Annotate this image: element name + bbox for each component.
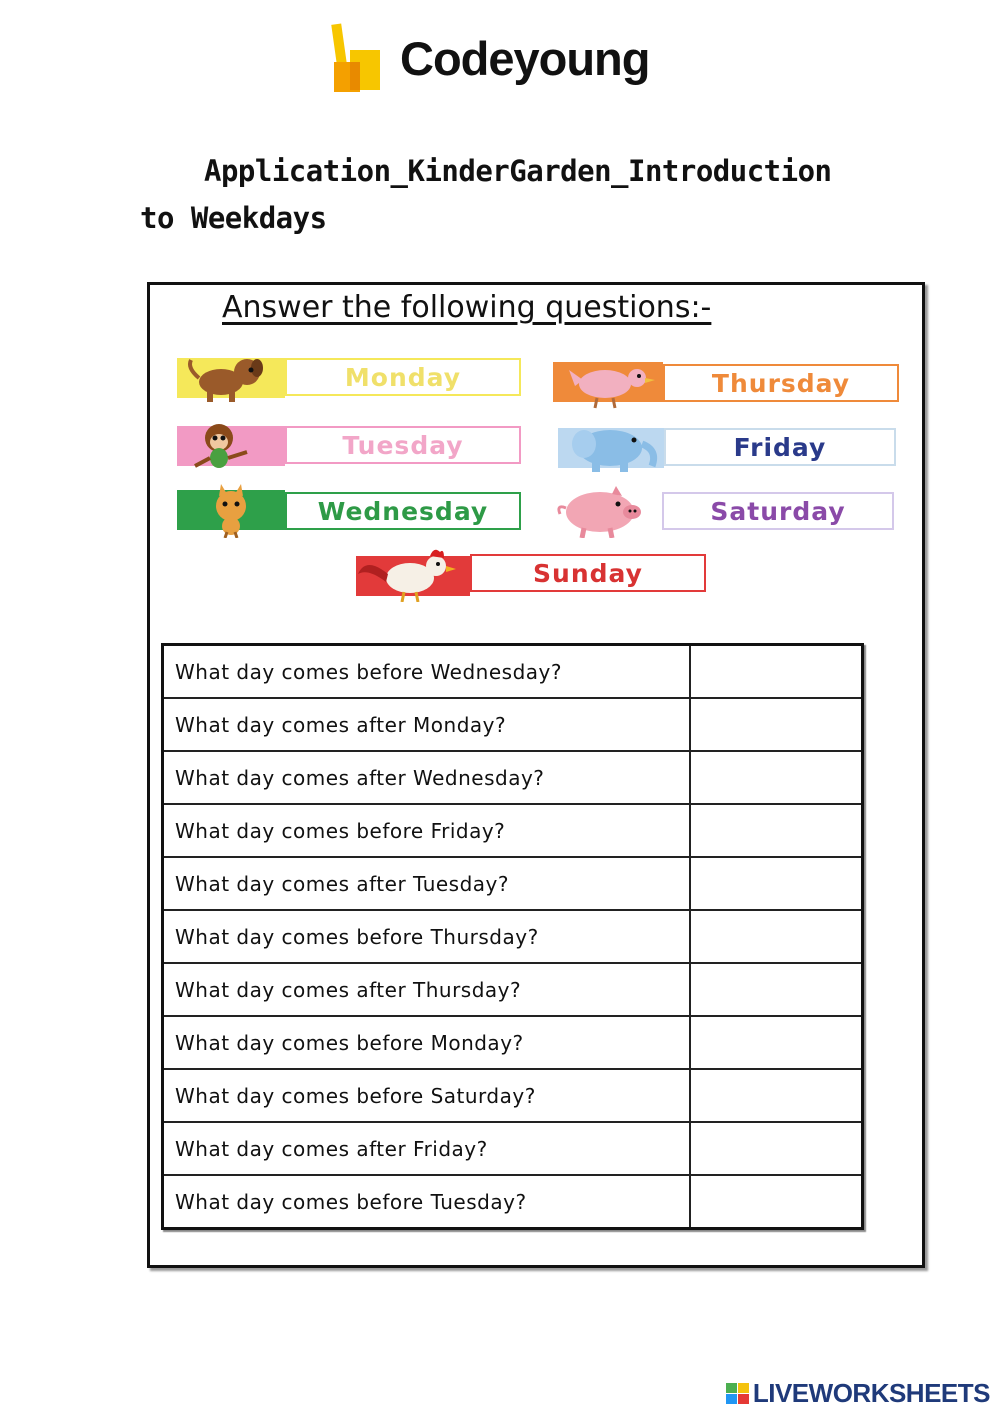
answer-cell[interactable] <box>690 751 863 804</box>
monkey-icon <box>177 418 285 472</box>
question-text: What day comes before Thursday? <box>163 910 691 963</box>
day-label-thursday: Thursday <box>663 364 899 402</box>
day-label-saturday: Saturday <box>662 492 894 530</box>
table-row <box>163 645 863 699</box>
day-card-sunday <box>348 544 706 602</box>
day-label-friday: Friday <box>664 428 896 466</box>
table-row <box>163 1122 863 1175</box>
day-card-tuesday <box>177 418 521 472</box>
question-text: What day comes before Tuesday? <box>163 1175 691 1229</box>
liveworksheets-logo-icon <box>726 1383 750 1405</box>
answer-cell[interactable] <box>690 910 863 963</box>
answer-cell[interactable] <box>690 645 863 699</box>
day-card-saturday <box>546 484 894 538</box>
question-text: What day comes after Thursday? <box>163 963 691 1016</box>
watermark-text: LIVEWORKSHEETS <box>752 1378 990 1408</box>
day-card-thursday <box>553 356 899 410</box>
codeyoung-logo <box>330 22 649 94</box>
table-row <box>163 698 863 751</box>
answer-cell[interactable] <box>690 1069 863 1122</box>
answer-cell[interactable] <box>690 1122 863 1175</box>
answer-cell[interactable] <box>690 857 863 910</box>
day-label-wednesday: Wednesday <box>285 492 521 530</box>
table-row <box>163 857 863 910</box>
table-row <box>163 1069 863 1122</box>
question-text: What day comes before Wednesday? <box>163 645 691 699</box>
question-text: What day comes before Friday? <box>163 804 691 857</box>
question-text: What day comes after Friday? <box>163 1122 691 1175</box>
day-label-tuesday: Tuesday <box>285 426 521 464</box>
answer-cell[interactable] <box>690 1016 863 1069</box>
answer-cell[interactable] <box>690 1175 863 1229</box>
bird-icon <box>553 356 663 410</box>
elephant-icon <box>558 420 664 474</box>
pig-icon <box>546 484 662 538</box>
liveworksheets-watermark <box>726 1378 990 1409</box>
title-line-2: to Weekdays <box>140 201 327 235</box>
table-row <box>163 751 863 804</box>
title-line-1: Application_KinderGarden_Introduction <box>204 154 832 188</box>
table-row <box>163 910 863 963</box>
table-row <box>163 1016 863 1069</box>
rooster-icon <box>348 544 470 602</box>
questions-table <box>161 643 864 1230</box>
brand-name: Codeyoung <box>400 31 650 85</box>
table-row <box>163 804 863 857</box>
question-text: What day comes after Tuesday? <box>163 857 691 910</box>
question-text: What day comes after Monday? <box>163 698 691 751</box>
day-label-sunday: Sunday <box>470 554 706 592</box>
table-row <box>163 1175 863 1229</box>
codeyoung-logo-icon <box>330 22 386 94</box>
cat-icon <box>177 484 285 538</box>
answer-cell[interactable] <box>690 963 863 1016</box>
worksheet-heading: Answer the following questions:- <box>222 290 712 325</box>
answer-cell[interactable] <box>690 804 863 857</box>
day-card-friday <box>558 420 896 474</box>
table-row <box>163 963 863 1016</box>
day-label-monday: Monday <box>285 358 521 396</box>
page-title <box>140 148 870 242</box>
day-card-monday <box>177 350 521 404</box>
day-card-wednesday <box>177 484 521 538</box>
question-text: What day comes after Wednesday? <box>163 751 691 804</box>
question-text: What day comes before Monday? <box>163 1016 691 1069</box>
answer-cell[interactable] <box>690 698 863 751</box>
question-text: What day comes before Saturday? <box>163 1069 691 1122</box>
dog-icon <box>177 350 285 404</box>
